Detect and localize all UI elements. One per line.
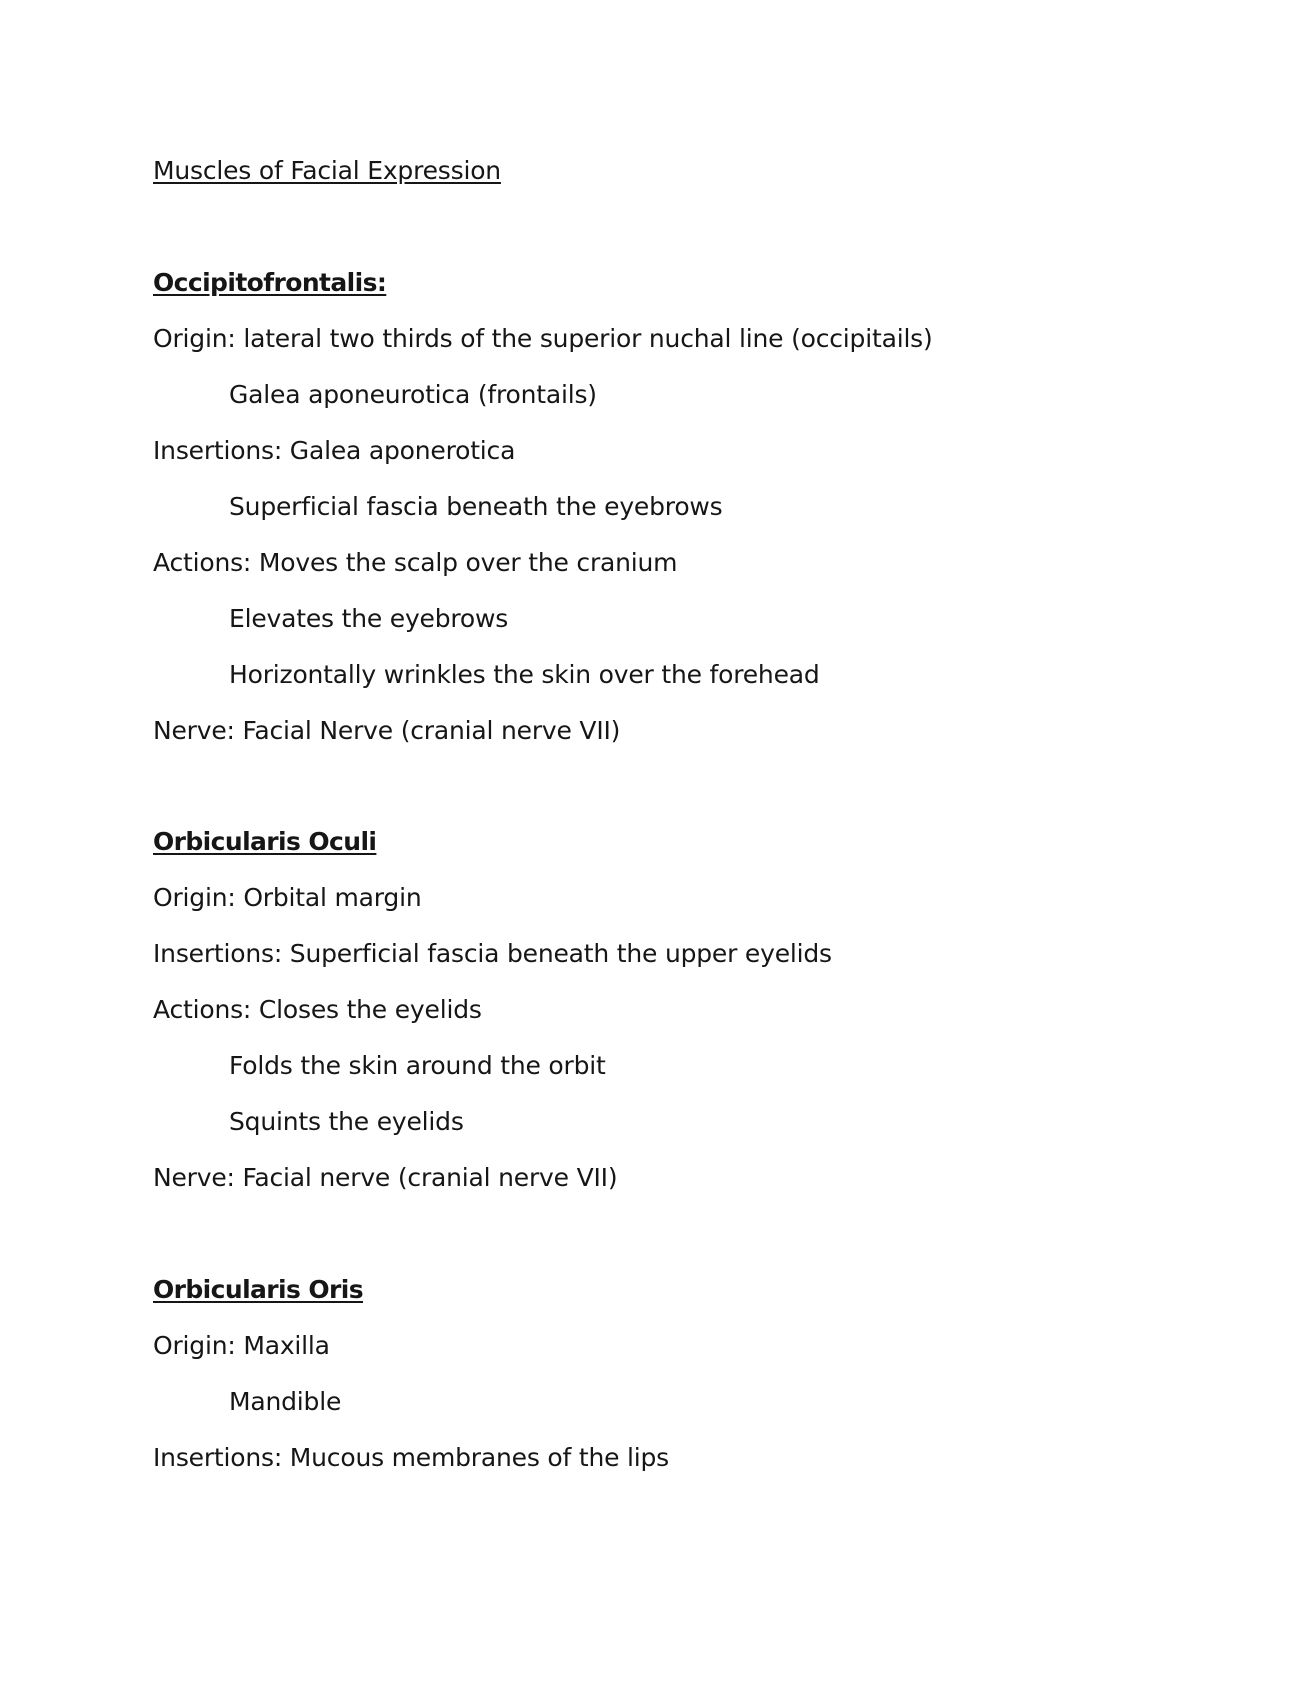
insertions-line: Insertions: Galea aponerotica [153, 436, 516, 465]
actions-line: Actions: Moves the scalp over the cranium [153, 548, 678, 577]
section-orbicularis-oris [153, 1274, 1203, 1498]
origin-line: Origin: lateral two thirds of the superior nuchal line (occipitails) [153, 324, 933, 353]
insertions-line: Insertions: Mucous membranes of the lips [153, 1443, 670, 1472]
origin-line: Origin: Orbital margin [153, 883, 422, 912]
actions-continuation-line: Folds the skin around the orbit [229, 1051, 606, 1080]
origin-continuation-line: Mandible [229, 1387, 342, 1416]
section-heading: Orbicularis Oris [153, 1275, 364, 1304]
section-heading: Orbicularis Oculi [153, 827, 377, 856]
document-title: Muscles of Facial Expression [153, 156, 501, 185]
actions-continuation-line: Elevates the eyebrows [229, 604, 509, 633]
section-heading: Occipitofrontalis: [153, 268, 387, 297]
actions-line: Actions: Closes the eyelids [153, 995, 482, 1024]
section-occipitofrontalis [153, 267, 1203, 771]
actions-continuation-line: Squints the eyelids [229, 1107, 464, 1136]
actions-continuation-line: Horizontally wrinkles the skin over the forehead [229, 660, 820, 689]
section-orbicularis-oculi [153, 826, 1203, 1218]
origin-line: Origin: Maxilla [153, 1331, 330, 1360]
nerve-line: Nerve: Facial Nerve (cranial nerve VII) [153, 716, 621, 745]
nerve-line: Nerve: Facial nerve (cranial nerve VII) [153, 1163, 618, 1192]
origin-continuation-line: Galea aponeurotica (frontails) [229, 380, 597, 409]
insertions-continuation-line: Superficial fascia beneath the eyebrows [229, 492, 723, 521]
insertions-line: Insertions: Superficial fascia beneath the upper eyelids [153, 939, 832, 968]
